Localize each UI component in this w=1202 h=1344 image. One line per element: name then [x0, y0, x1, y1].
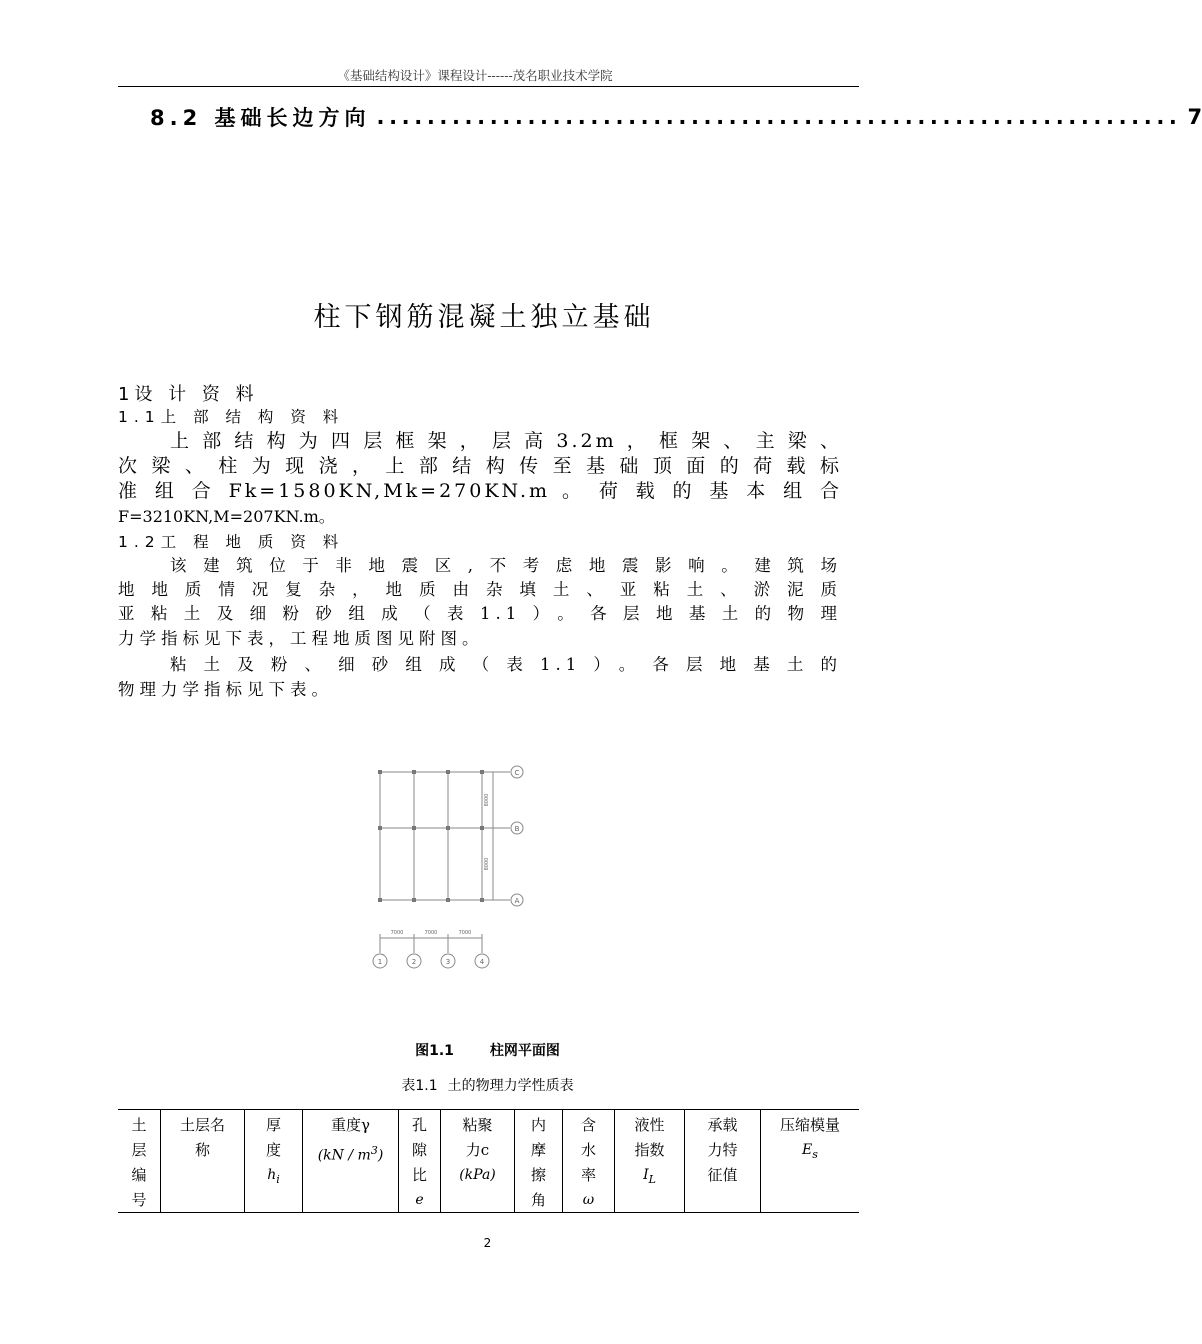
toc-entry-page: 7 — [1187, 105, 1202, 129]
header-line: 擦 — [530, 1166, 546, 1184]
header-line: 孔 — [411, 1116, 427, 1134]
table-header-cell — [160, 1110, 244, 1212]
table-header-cell — [244, 1110, 302, 1212]
dimension-label: 7000 — [390, 930, 404, 936]
figure-caption-text: 柱网平面图 — [489, 1043, 560, 1059]
symbol-text: E — [802, 1142, 813, 1158]
header-line: 土层名 — [179, 1116, 225, 1134]
header-line: 摩 — [530, 1141, 546, 1159]
axis-label-right: C — [514, 769, 520, 777]
header-line: 内 — [530, 1116, 546, 1134]
header-symbol: (kPa) — [459, 1167, 496, 1183]
header-line: 力特 — [707, 1141, 738, 1159]
header-line: 力c — [465, 1141, 490, 1159]
table-caption-number: 表1.1 — [401, 1078, 438, 1094]
table-header-cell — [614, 1110, 684, 1212]
figure-caption — [0, 1040, 975, 1060]
header-symbol: e — [415, 1192, 424, 1208]
page-header: 《基础结构设计》课程设计------茂名职业技术学院 — [337, 68, 613, 83]
header-line: 比 — [411, 1166, 427, 1184]
column-grid-figure — [360, 758, 540, 980]
header-line: 征值 — [707, 1166, 738, 1184]
symbol-sub: s — [812, 1147, 818, 1161]
table-caption — [0, 1075, 975, 1095]
table-header-cell — [684, 1110, 760, 1212]
table-caption-text: 土的物理力学性质表 — [447, 1078, 574, 1094]
toc-leader-dots: ................................................................ — [376, 105, 1182, 129]
table-header-cell — [440, 1110, 514, 1212]
symbol-text: h — [267, 1167, 277, 1183]
header-line: 含 — [580, 1116, 596, 1134]
header-line: 度 — [265, 1141, 281, 1159]
axis-label-bottom: 3 — [445, 958, 451, 966]
header-line: 承载 — [707, 1116, 738, 1134]
toc-entry-title: 8.2 基础长边方向 — [150, 106, 371, 130]
dimension-label: 7000 — [458, 930, 472, 936]
symbol-text: I — [643, 1167, 649, 1183]
header-line: 压缩模量 — [779, 1116, 840, 1134]
axis-label-bottom: 1 — [377, 958, 383, 966]
table-header-cell — [398, 1110, 440, 1212]
figure-caption-number: 图1.1 — [415, 1043, 454, 1059]
header-rule — [118, 86, 859, 87]
dimension-label: 7000 — [424, 930, 438, 936]
symbol-text: (kN / m — [317, 1147, 371, 1164]
section-heading-1-2: 1.2工 程 地 质 资 料 — [118, 533, 345, 551]
column-grid-plan — [360, 758, 540, 980]
header-symbol — [245, 1163, 302, 1192]
header-line: 编 — [131, 1166, 147, 1184]
table-header-cell — [760, 1110, 859, 1212]
toc-entry[interactable] — [150, 102, 1202, 132]
header-line: 液性 — [634, 1116, 665, 1134]
axis-label-right: A — [514, 897, 520, 905]
document-title: 柱下钢筋混凝土独立基础 — [313, 302, 655, 333]
paragraph-line: 准 组 合 Fk=1580KN,Mk=270KN.m 。 荷 载 的 基 本 组 合 — [118, 480, 842, 502]
header-line: 粘聚 — [462, 1116, 493, 1134]
header-line: 厚 — [265, 1116, 281, 1134]
section-heading-1-1: 1.1上 部 结 构 资 料 — [118, 408, 345, 426]
symbol-sub: L — [648, 1172, 656, 1186]
header-line: 率 — [580, 1166, 596, 1184]
paragraph-line: 上部结构为四层框架，层高3.2m，框架、主梁、 — [170, 430, 842, 452]
dimension-label-vertical: 8000 — [484, 857, 490, 871]
header-line: 土 — [131, 1116, 147, 1134]
header-line: 水 — [580, 1141, 596, 1159]
header-line: 称 — [194, 1141, 210, 1159]
paragraph-line: 亚粘土及细粉砂组成（表1.1）。各层地基土的物理 — [118, 604, 842, 623]
paragraph-line: F=3210KN,M=207KN.m。 — [118, 507, 335, 526]
page-number: 2 — [483, 1236, 492, 1250]
paragraph-line: 地地质情况复杂，地质由杂填土、亚粘土、淤泥质 — [118, 580, 842, 599]
paragraph-line: 力学指标见下表，工程地质图见附图。 — [118, 629, 484, 648]
table-header-cell — [302, 1110, 398, 1212]
paragraph-line: 粘土及粉、细砂组成（表1.1）。各层地基土的 — [170, 655, 842, 674]
header-line: 隙 — [411, 1141, 427, 1159]
header-symbol — [303, 1138, 398, 1169]
table-header-cell — [514, 1110, 562, 1212]
axis-label-bottom: 2 — [411, 958, 417, 966]
axis-label-bottom: 4 — [479, 958, 485, 966]
section-heading-1: 1设 计 资 料 — [118, 384, 259, 405]
header-line: 角 — [530, 1191, 546, 1209]
paragraph-line: 该建筑位于非地震区,不考虑地震影响。建筑场 — [170, 556, 842, 575]
header-line: 指数 — [634, 1141, 665, 1159]
paragraph-line: 物理力学指标见下表。 — [118, 680, 333, 699]
symbol-tail: ) — [377, 1147, 384, 1164]
header-symbol: ω — [582, 1192, 595, 1208]
table-header-cell — [118, 1110, 160, 1212]
soil-properties-table-header — [118, 1109, 859, 1213]
symbol-sup: 3 — [370, 1144, 378, 1157]
axis-label-right: B — [514, 825, 520, 833]
header-symbol — [761, 1138, 859, 1167]
header-line: 号 — [131, 1191, 147, 1209]
header-line: 层 — [131, 1141, 147, 1159]
symbol-sub: i — [276, 1172, 280, 1186]
paragraph-line: 次梁、柱为现浇，上部结构传至基础顶面的荷载标 — [118, 455, 842, 477]
dimension-label-vertical: 8000 — [484, 793, 490, 807]
header-symbol — [615, 1163, 684, 1192]
table-header-cell — [562, 1110, 614, 1212]
header-line: 重度γ — [331, 1116, 370, 1134]
